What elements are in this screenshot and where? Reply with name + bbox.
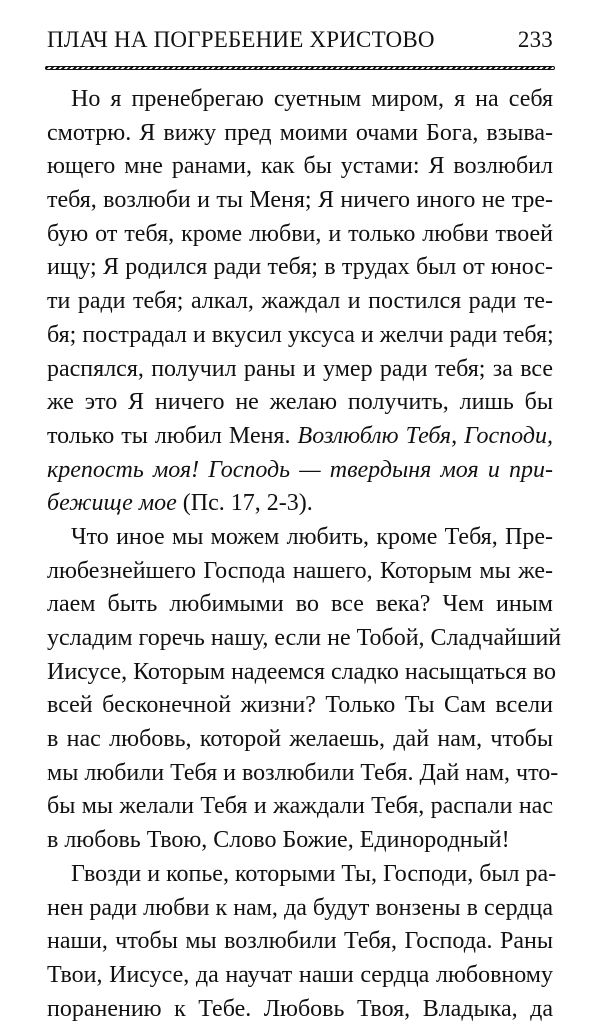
- text-segment: ищу; Я родился ради тебя; в трудах был от юнос-: [47, 254, 553, 281]
- text-segment: наши, чтобы мы возлюбили Тебя, Господа. Раны: [47, 928, 553, 955]
- text-line: [47, 656, 556, 690]
- text-line: [47, 218, 553, 252]
- text-segment: Гвозди и копье, которыми Ты, Господи, был ра-: [71, 860, 557, 887]
- text-line: [47, 723, 553, 757]
- text-line: [47, 588, 553, 622]
- text-line: [47, 184, 553, 218]
- text-segment: Но я пренебрегаю суетным миром, я на себя: [71, 86, 553, 112]
- text-line: [47, 251, 553, 285]
- text-segment: тебя, возлюби и ты Меня; Я ничего иного не тре-: [47, 187, 553, 214]
- text-line: [47, 790, 553, 824]
- text-line: [47, 993, 553, 1026]
- text-segment: мы любили Тебя и возлюбили Тебя. Дай нам, что-: [47, 759, 559, 786]
- text-line: [47, 83, 553, 117]
- text-segment: усладим горечь нашу, если не Тобой, Сладчайший: [47, 625, 562, 651]
- text-line: [47, 959, 553, 993]
- body-text: [47, 83, 562, 1026]
- text-line: [47, 521, 553, 555]
- paragraph: [47, 83, 553, 521]
- paragraph: [47, 858, 557, 1026]
- italic-quote: Возлюблю Тебя, Господи,: [297, 422, 554, 449]
- text-line: [47, 487, 553, 521]
- text-segment: распялся, получил раны и умер ради тебя; за все: [47, 355, 553, 382]
- text-segment: бую от тебя, кроме любви, и только любви твоей: [47, 220, 553, 247]
- text-line: [47, 117, 553, 151]
- italic-quote: бежище мое: [47, 490, 177, 517]
- text-line: [47, 420, 553, 454]
- text-segment: (Пс. 17, 2-3).: [176, 490, 313, 517]
- text-segment: же это Я ничего не желаю получить, лишь бы: [47, 389, 553, 416]
- running-header: [47, 24, 553, 56]
- text-line: [47, 386, 553, 420]
- italic-quote: крепость моя! Господь — твердыня моя и при-: [47, 456, 553, 483]
- text-line: [47, 454, 553, 488]
- text-segment: бы мы желали Тебя и жаждали Тебя, распали нас: [47, 793, 553, 820]
- text-segment: смотрю. Я вижу пред моими очами Бога, взыва-: [47, 119, 553, 146]
- text-segment: только ты любил Меня.: [47, 422, 298, 449]
- text-segment: всей бесконечной жизни? Только Ты Сам всели: [47, 692, 553, 719]
- text-line: [47, 555, 553, 589]
- running-title: ПЛАЧ НА ПОГРЕБЕНИЕ ХРИСТОВО: [47, 27, 435, 52]
- text-segment: ти ради тебя; алкал, жаждал и постился ради те-: [47, 288, 553, 315]
- text-segment: нен ради любви к нам, да будут вонзены в сердца: [47, 894, 553, 921]
- paragraph: [47, 521, 562, 858]
- text-line: [47, 285, 553, 319]
- text-line: [47, 858, 557, 892]
- text-segment: Твои, Иисусе, да научат наши сердца любовному: [47, 961, 553, 988]
- ornamental-rule: [45, 66, 555, 70]
- text-line: [47, 319, 553, 353]
- text-line: [47, 757, 559, 791]
- text-segment: лаем быть любимыми во все века? Чем иным: [47, 591, 553, 618]
- text-line: [47, 689, 553, 723]
- text-line: [47, 622, 562, 656]
- text-line: [47, 150, 553, 184]
- text-segment: поранению к Тебе. Любовь Твоя, Владыка, да: [47, 995, 553, 1022]
- text-line: [47, 353, 553, 387]
- text-segment: Что иное мы можем любить, кроме Тебя, Пре-: [71, 523, 553, 550]
- page-number: 233: [517, 27, 553, 52]
- text-line: [47, 824, 553, 858]
- text-segment: в любовь Твою, Слово Божие, Единородный!: [47, 827, 510, 854]
- text-segment: в нас любовь, которой желаешь, дай нам, чтобы: [47, 726, 553, 753]
- text-segment: бя; пострадал и вкусил уксуса и желчи ради тебя;: [47, 321, 554, 348]
- text-segment: любезнейшего Господа нашего, Которым мы же-: [47, 557, 553, 584]
- text-segment: Иисусе, Которым надеемся сладко насыщаться во: [47, 658, 556, 685]
- text-segment: ющего мне ранами, как бы устами: Я возлюбил: [47, 153, 553, 180]
- text-line: [47, 925, 553, 959]
- text-line: [47, 892, 553, 926]
